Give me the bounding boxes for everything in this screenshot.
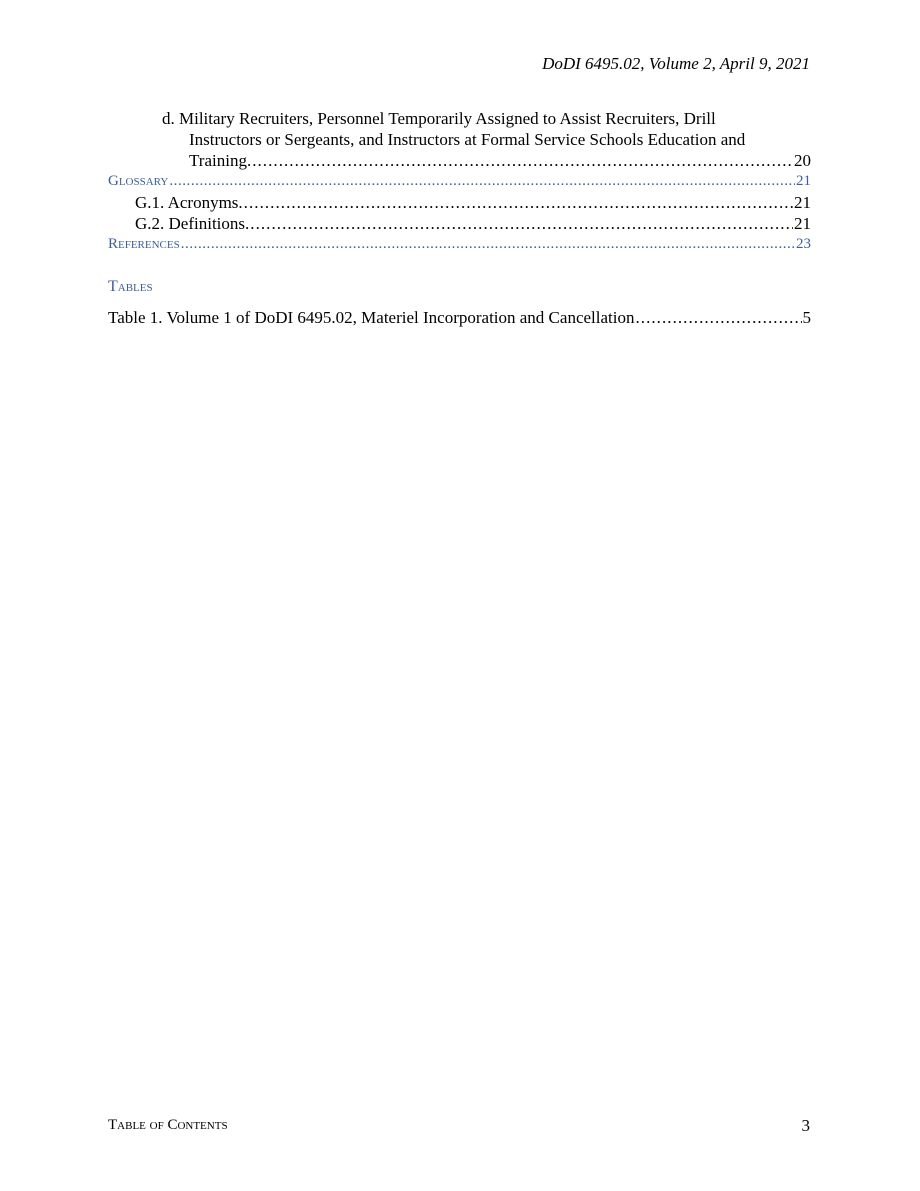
tables-heading: Tables	[108, 278, 153, 295]
toc-glossary-page: 21	[796, 173, 811, 189]
toc-entry-references[interactable]	[108, 234, 811, 255]
dot-leader	[181, 234, 795, 255]
toc-table1-label: Table 1. Volume 1 of DoDI 6495.02, Materiel Incorporation and Cancellation	[108, 308, 635, 327]
toc-references-page: 23	[796, 236, 811, 252]
toc-glossary-label: Glossary	[108, 173, 169, 189]
table-of-contents	[108, 108, 811, 328]
toc-entry-d-text	[162, 108, 811, 150]
toc-entry-g2-definitions[interactable]	[108, 213, 811, 234]
toc-entry-glossary[interactable]	[108, 171, 811, 192]
toc-entry-d-page: 20	[794, 151, 811, 170]
footer-page-number: 3	[801, 1116, 810, 1135]
toc-entry-g1-acronyms[interactable]	[108, 192, 811, 213]
toc-entry-d-line3: Training.	[189, 151, 252, 170]
dot-leader	[250, 213, 793, 234]
toc-table1-page: 5	[802, 308, 811, 327]
toc-references-label: References	[108, 236, 180, 252]
dot-leader	[252, 150, 793, 171]
toc-g1-label: G.1. Acronyms.	[135, 193, 243, 212]
footer-section-title: Table of Contents	[108, 1117, 228, 1133]
toc-g2-label: G.2. Definitions.	[135, 214, 250, 233]
dot-leader	[635, 307, 801, 328]
toc-entry-d-military-recruiters[interactable]	[108, 108, 811, 171]
toc-entry-table-1[interactable]	[108, 307, 811, 328]
spacer	[108, 297, 811, 307]
toc-g1-page: 21	[794, 193, 811, 212]
toc-g2-page: 21	[794, 214, 811, 233]
dot-leader	[244, 192, 793, 213]
dot-leader	[169, 171, 795, 192]
toc-entry-d-line2: Instructors or Sergeants, and Instructors at Formal Service Schools Education and	[189, 130, 746, 149]
toc-entry-d-line1: d. Military Recruiters, Personnel Temporarily Assigned to Assist Recruiters, Drill	[162, 109, 716, 128]
toc-entry-d-last-line	[162, 150, 811, 171]
document-header: DoDI 6495.02, Volume 2, April 9, 2021	[542, 54, 810, 73]
